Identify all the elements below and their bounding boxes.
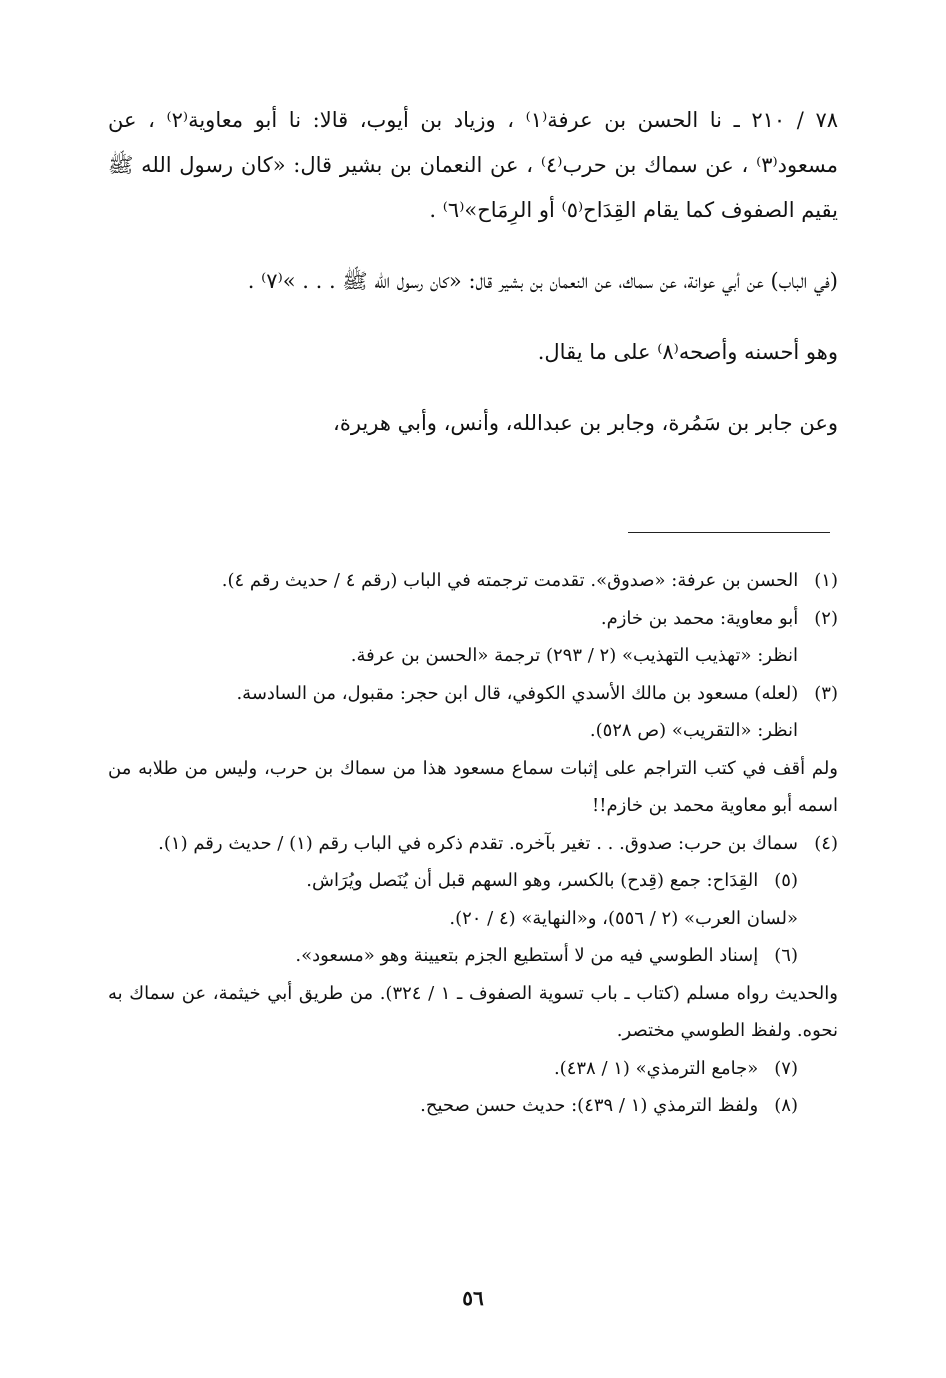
footnote-number: (٨)	[774, 1095, 798, 1116]
footnote-4	[108, 825, 838, 863]
grading-paragraph: وهو أحسنه وأصحه⁽٨⁾ على ما يقال.	[537, 340, 838, 364]
page-number: ٥٦	[462, 1286, 484, 1310]
footnote-6-comment: والحديث رواه مسلم (كتاب ـ باب تسوية الصفوف ـ ١ / ٣٢٤). من طريق أبي خيثمة، عن سماك به نحوه. ولفظ الطوسي مختصر.	[108, 982, 838, 1041]
footnote-text: سماك بن حرب: صدوق. . . تغير بآخره. تقدم ذكره في الباب رقم (١) / حديث رقم (١).	[158, 832, 798, 854]
footnote-6	[108, 937, 838, 975]
footnotes	[108, 562, 838, 1125]
footnote-text: أبو معاوية: محمد بن خازم.	[600, 607, 799, 629]
footnote-8	[108, 1087, 838, 1125]
footnote-3	[108, 675, 838, 713]
footnote-3-reference: انظر: «التقريب» (ص ٥٢٨).	[589, 720, 798, 741]
footnote-text: القِدَاح: جمع (قِدح) بالكسر، وهو السهم قبل أن يُنَصل ويُرَاش.	[306, 870, 759, 891]
footnote-text: الحسن بن عرفة: «صدوق». تقدمت ترجمته في الباب (رقم ٤ / حديث رقم ٤).	[221, 570, 799, 591]
footnote-number: (٢)	[814, 607, 838, 629]
footnote-5	[108, 862, 838, 900]
footnote-text: إسناد الطوسي فيه من لا أستطيع الجزم بتعيينة وهو «مسعود».	[295, 945, 759, 966]
footnote-number: (٧)	[774, 1057, 798, 1079]
footnote-3-comment: ولم أقف في كتب التراجم على إثبات سماع مسعود هذا من سماك بن حرب، وليس من طلابه من اسمه أبو معاوية محمد بن خازم!!	[108, 757, 838, 816]
main-text	[108, 98, 838, 446]
footnote-number: (٣)	[814, 682, 838, 704]
footnote-2-reference: انظر: «تهذيب التهذيب» (٢ / ٢٩٣) ترجمة «الحسن بن عرفة.	[350, 645, 798, 666]
narrators-paragraph: وعن جابر بن سَمُرة، وجابر بن عبدالله، وأنس، وأبي هريرة،	[333, 411, 838, 435]
footnote-text: ولفظ الترمذي (١ / ٤٣٩): حديث حسن صحيح.	[420, 1095, 759, 1116]
footnote-text: «جامع الترمذي» (١ / ٤٣٨).	[553, 1057, 759, 1079]
footnote-number: (٥)	[774, 870, 798, 891]
footnote-1	[108, 562, 838, 600]
footnote-text: (لعله) مسعود بن مالك الأسدي الكوفي، قال ابن حجر: مقبول، من السادسة.	[236, 682, 799, 704]
footnote-2	[108, 600, 838, 638]
footnote-number: (٤)	[814, 832, 838, 854]
footnote-5-reference: «لسان العرب» (٢ / ٥٥٦)، و«النهاية» (٤ / ٢٠).	[449, 907, 798, 929]
footnote-divider	[628, 532, 830, 533]
hadith-paragraph: ٧٨ / ٢١٠ ـ نا الحسن بن عرفة⁽١⁾ ، وزياد بن أيوب، قالا: نا أبو معاوية⁽٢⁾ ، عن مسعود⁽٣⁾ ، عن سماك بن حرب⁽٤⁾ ، عن النعمان بن بشير قال: «كان رسول الله ﷺ يقيم الصفوف كما يقام القِدَاح⁽٥⁾ أو الرِمَاح»⁽٦⁾ .	[108, 108, 839, 222]
footnote-number: (١)	[814, 570, 838, 591]
in-the-chapter-paragraph: (في الباب) عن أبي عوانة، عن سماك، عن النعمان بن بشير قال: «كان رسول الله ﷺ . . . »⁽٧⁾ .	[247, 269, 838, 293]
footnote-number: (٦)	[774, 945, 798, 966]
footnote-7	[108, 1050, 838, 1088]
